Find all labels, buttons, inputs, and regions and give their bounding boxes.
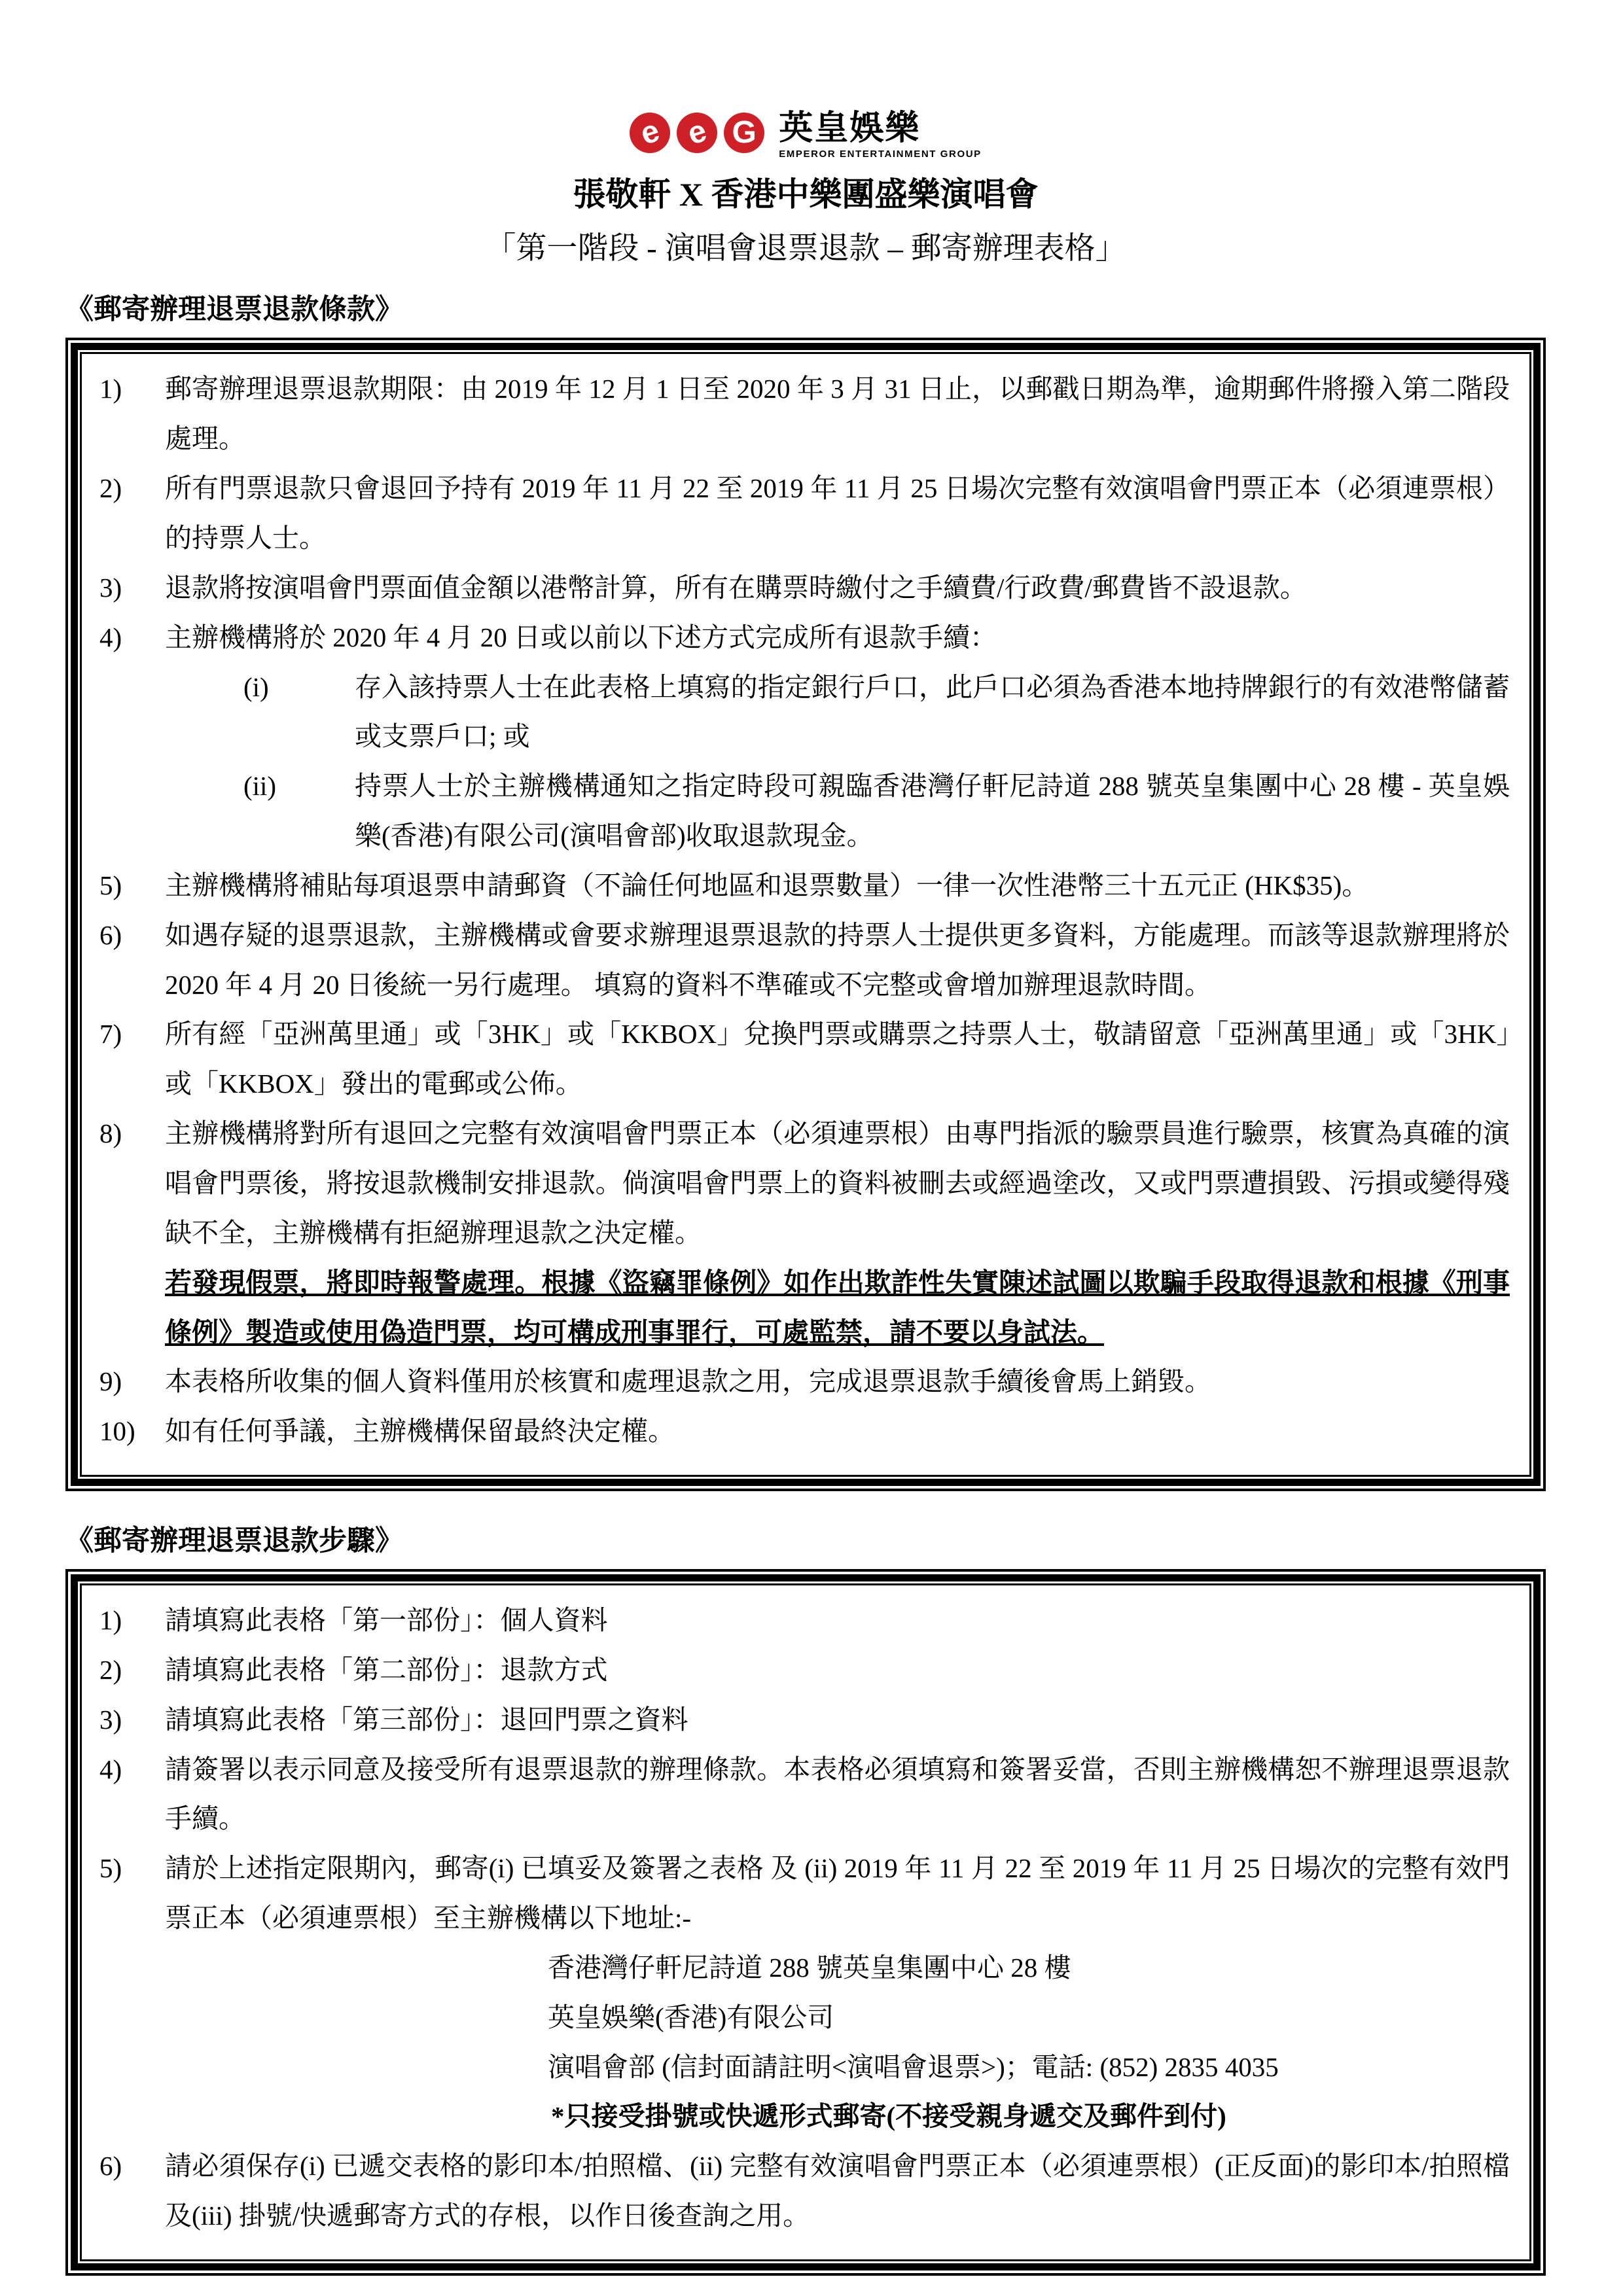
term-item-8	[99, 1109, 1510, 1357]
term-item-number: 7)	[99, 1019, 122, 1050]
step-item-text: 請填寫此表格「第一部份」：個人資料	[165, 1605, 608, 1636]
terms-box-mid-border	[71, 343, 1541, 1486]
term-item-8-body: 主辦機構將對所有退回之完整有效演唱會門票正本（必須連票根）由專門指派的驗票員進行驗票，核實為真確的演唱會門票後，將按退款機制安排退款。倘演唱會門票上的資料被刪去或經過塗改，又或門票遭損毀、污損或變得殘缺不全，主辦機構有拒絕辦理退款之決定權。	[165, 1118, 1510, 1248]
term-item-1	[99, 364, 1510, 464]
step-item-number: 5)	[99, 1853, 122, 1884]
step-item-5	[99, 1844, 1510, 2142]
logo-letter: G	[732, 115, 757, 150]
term-subitem-i	[165, 663, 1510, 762]
logo-letter: e	[636, 113, 664, 152]
term-item-text: 如遇存疑的退票退款，主辦機構或會要求辦理退票退款的持票人士提供更多資料，方能處理。而該等退款辦理將於 2020 年 4 月 20 日後統一另行處理。 填寫的資料不準確或不完整或會增加辦理退款時間。	[165, 919, 1510, 1000]
logo-circle-e1	[630, 113, 670, 153]
term-item-text: 主辦機構將補貼每項退票申請郵資（不論任何地區和退票數量）一律一次性港幣三十五元正 (HK$35)。	[165, 870, 1369, 900]
step-item-text	[165, 1844, 1510, 2142]
step-item-number: 4)	[99, 1754, 122, 1784]
mailing-address-line-1: 香港灣仔軒尼詩道 288 號英皇集團中心 28 樓	[548, 1952, 1071, 1983]
step-item-1	[99, 1596, 1510, 1646]
term-item-number: 9)	[99, 1366, 122, 1397]
logo-circle-g	[724, 113, 764, 153]
step-item-6	[99, 2142, 1510, 2241]
term-item-number: 4)	[99, 622, 122, 652]
term-item-text: 本表格所收集的個人資料僅用於核實和處理退款之用，完成退票退款手續後會馬上銷毀。	[165, 1366, 1211, 1397]
steps-box-inner	[80, 1583, 1531, 2261]
term-subitem-text: 存入該持票人士在此表格上填寫的指定銀行戶口，此戶口必須為香港本地持牌銀行的有效港幣儲蓄或支票戶口; 或	[355, 671, 1510, 752]
logo-letter: e	[683, 113, 711, 152]
step-item-2	[99, 1646, 1510, 1695]
term-item-text: 所有門票退款只會退回予持有 2019 年 11 月 22 至 2019 年 11 月 25 日場次完整有效演唱會門票正本（必須連票根）的持票人士。	[165, 473, 1510, 554]
page-subtitle: 「第一階段 - 演唱會退票退款 – 郵寄辦理表格」	[485, 231, 1126, 266]
term-item-text: 所有經「亞洲萬里通」或「3HK」或「KKBOX」兌換門票或購票之持票人士，敬請留意「亞洲萬里通」或「3HK」或「KKBOX」發出的電郵或公佈。	[165, 1019, 1510, 1099]
logo-text-block	[779, 110, 982, 160]
term-item-9	[99, 1357, 1510, 1407]
term-subitem-number: (i)	[243, 671, 269, 702]
step-item-number: 2)	[99, 1654, 122, 1685]
brand-name-english: EMPEROR ENTERTAINMENT GROUP	[779, 149, 982, 160]
term-item-10	[99, 1407, 1510, 1457]
term-subitem-text: 持票人士於主辦機構通知之指定時段可親臨香港灣仔軒尼詩道 288 號英皇集團中心 28 樓 - 英皇娛樂(香港)有限公司(演唱會部)收取退款現金。	[355, 771, 1510, 851]
step-item-number: 1)	[99, 1605, 122, 1636]
term-item-number: 3)	[99, 572, 122, 603]
step-item-text: 請必須保存(i) 已遞交表格的影印本/拍照檔、(ii) 完整有效演唱會門票正本（必須連票根）(正反面)的影印本/拍照檔及(iii) 掛號/快遞郵寄方式的存根，以作日後查詢之用。	[165, 2151, 1510, 2231]
steps-section-heading: 《郵寄辦理退票退款步驟》	[65, 1526, 403, 1557]
terms-box	[65, 338, 1546, 1491]
steps-box	[65, 1569, 1546, 2276]
logo-circle-e2	[677, 113, 717, 153]
term-subitem-number: (ii)	[243, 771, 277, 802]
term-item-number: 8)	[99, 1118, 122, 1149]
mailing-address-line-3: 演唱會部 (信封面請註明<演唱會退票>)；電話: (852) 2835 4035	[548, 2051, 1279, 2082]
brand-name-chinese: 英皇娛樂	[779, 109, 921, 147]
step-item-number: 6)	[99, 2151, 122, 2181]
term-item-text: 郵寄辦理退票退款期限：由 2019 年 12 月 1 日至 2020 年 3 月 31 日止，以郵戳日期為準，逾期郵件將撥入第二階段處理。	[165, 374, 1510, 454]
term-item-3	[99, 563, 1510, 613]
terms-box-inner	[80, 352, 1531, 1477]
term-item-4	[99, 613, 1510, 861]
fraud-warning-text: 若發現假票，將即時報警處理。根據《盜竊罪條例》如作出欺詐性失實陳述試圖以欺騙手段取得退款和根據《刑事條例》製造或使用偽造門票，均可構成刑事罪行，可處監禁，請不要以身試法。	[165, 1267, 1510, 1347]
term-item-text	[165, 613, 1510, 861]
term-item-4-lead: 主辦機構將於 2020 年 4 月 20 日或以前以下述方式完成所有退款手續：	[165, 622, 997, 652]
term-item-5	[99, 861, 1510, 911]
step-item-text: 請填寫此表格「第三部份」：退回門票之資料	[165, 1704, 688, 1735]
term-item-number: 5)	[99, 870, 122, 900]
eeg-logo	[630, 110, 982, 160]
step-item-text: 請簽署以表示同意及接受所有退票退款的辦理條款。本表格必須填寫和簽署妥當，否則主辦機構恕不辦理退票退款手續。	[165, 1754, 1510, 1834]
eeg-logo-circles	[630, 110, 764, 153]
step-item-3	[99, 1695, 1510, 1745]
doc-header	[65, 110, 1546, 270]
term-item-text	[165, 1109, 1510, 1357]
term-item-number: 10)	[99, 1416, 135, 1447]
steps-box-mid-border	[71, 1574, 1541, 2270]
term-item-2	[99, 464, 1510, 563]
step-item-number: 3)	[99, 1704, 122, 1735]
page-title: 張敬軒 X 香港中樂團盛樂演唱會	[573, 176, 1039, 213]
term-item-6	[99, 911, 1510, 1010]
step-item-text: 請填寫此表格「第二部份」：退款方式	[165, 1654, 608, 1685]
term-item-number: 6)	[99, 919, 122, 950]
mailing-address-line-2: 英皇娛樂(香港)有限公司	[548, 2002, 834, 2032]
term-item-7	[99, 1010, 1510, 1109]
term-item-text: 退款將按演唱會門票面值金額以港幣計算，所有在購票時繳付之手續費/行政費/郵費皆不設退款。	[165, 572, 1307, 603]
term-item-number: 2)	[99, 473, 122, 504]
step-item-5-lead: 請於上述指定限期內，郵寄(i) 已填妥及簽署之表格 及 (ii) 2019 年 11 月 22 至 2019 年 11 月 25 日場次的完整有效門票正本（必須連票根）至主辦機構以下地址:-	[165, 1853, 1510, 1934]
term-item-text: 如有任何爭議，主辦機構保留最終決定權。	[165, 1416, 675, 1447]
term-item-number: 1)	[99, 374, 122, 404]
term-subitem-ii	[165, 762, 1510, 861]
terms-section-heading: 《郵寄辦理退票退款條款》	[65, 294, 403, 326]
registered-mail-note: *只接受掛號或快遞形式郵寄(不接受親身遞交及郵件到付)	[551, 2101, 1226, 2132]
step-item-4	[99, 1745, 1510, 1845]
